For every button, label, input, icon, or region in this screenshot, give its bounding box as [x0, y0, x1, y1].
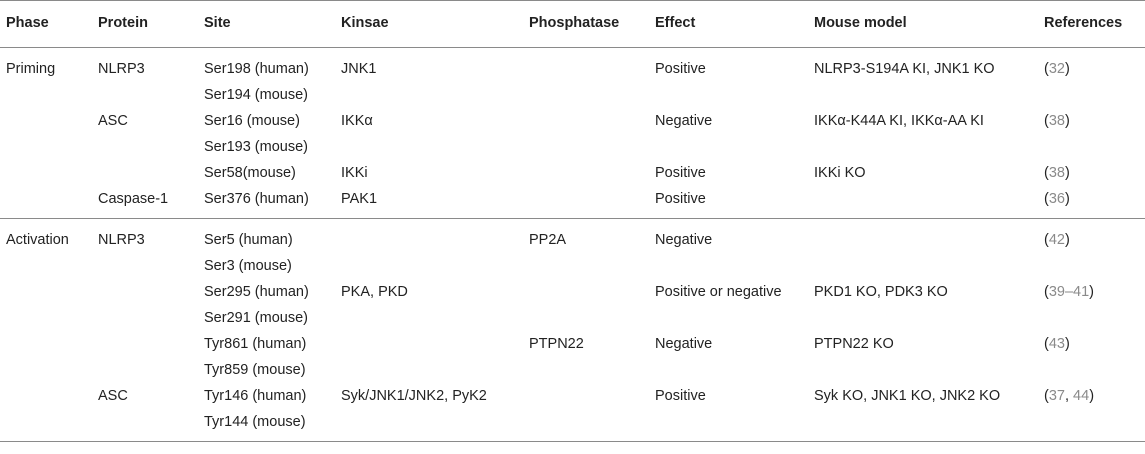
- cell-effect-text: Positive or negative: [655, 284, 782, 300]
- cell-phase-text: Activation: [6, 232, 69, 248]
- cell-effect: [655, 219, 814, 280]
- cell-references: [1044, 108, 1145, 160]
- header-phosphatase: Phosphatase: [529, 0, 655, 48]
- cell-phase-text: Priming: [6, 61, 56, 77]
- cell-phosphatase: [529, 186, 655, 219]
- cell-protein: [98, 160, 204, 186]
- reference-list: (36): [1044, 191, 1070, 207]
- reference-list: (43): [1044, 336, 1070, 352]
- reference-link[interactable]: 44: [1073, 388, 1090, 404]
- cell-phase: [0, 331, 98, 383]
- cell-mouse-model-text: [814, 186, 1044, 212]
- cell-phosphatase: [529, 108, 655, 160]
- reference-list: (32): [1044, 61, 1070, 77]
- cell-site: [204, 279, 341, 331]
- cell-mouse-model-text: IKKi KO: [814, 165, 866, 181]
- cell-protein: [98, 186, 204, 219]
- reference-link[interactable]: 39–41: [1048, 284, 1090, 300]
- cell-references: [1044, 383, 1145, 442]
- table-row: [0, 219, 1145, 280]
- cell-effect: [655, 383, 814, 442]
- cell-site-text: Tyr859 (mouse): [204, 362, 306, 378]
- cell-kinase-text: [341, 331, 529, 357]
- cell-mouse-model: [814, 383, 1044, 442]
- cell-phase-text: [6, 331, 98, 357]
- cell-protein-text: Caspase-1: [98, 191, 169, 207]
- cell-phosphatase-text: PTPN22: [529, 336, 584, 352]
- cell-mouse-model: [814, 219, 1044, 280]
- cell-protein-text: [98, 279, 204, 305]
- cell-kinase: [341, 186, 529, 219]
- cell-phase-text: [6, 279, 98, 305]
- header-mouse-model: Mouse model: [814, 0, 1044, 48]
- table-top-rule: [0, 0, 1145, 1]
- cell-phosphatase-text: [529, 56, 655, 82]
- cell-effect-text: Positive: [655, 165, 706, 181]
- cell-protein-text: [98, 331, 204, 357]
- cell-kinase-text: IKKα: [341, 113, 373, 129]
- header-protein: Protein: [98, 0, 204, 48]
- cell-site: [204, 48, 341, 109]
- cell-kinase: [341, 160, 529, 186]
- cell-mouse-model-text: NLRP3-S194A KI, JNK1 KO: [814, 61, 995, 77]
- cell-site-text: Ser198 (human): [204, 61, 309, 77]
- cell-effect: [655, 186, 814, 219]
- cell-kinase: [341, 331, 529, 383]
- cell-effect: [655, 48, 814, 109]
- cell-phosphatase: [529, 48, 655, 109]
- cell-phosphatase: [529, 383, 655, 442]
- cell-kinase-text: [341, 227, 529, 253]
- cell-protein-text: NLRP3: [98, 232, 145, 248]
- reference-list: (39–41): [1044, 284, 1095, 300]
- cell-kinase-text: PKA, PKD: [341, 284, 408, 300]
- cell-phase: [0, 186, 98, 219]
- cell-site-text: Tyr861 (human): [204, 336, 307, 352]
- cell-mouse-model-text: PTPN22 KO: [814, 336, 894, 352]
- header-phase: Phase: [0, 0, 98, 48]
- cell-effect-text: Positive: [655, 388, 706, 404]
- cell-protein: [98, 383, 204, 442]
- cell-references: [1044, 331, 1145, 383]
- cell-kinase-text: Syk/JNK1/JNK2, PyK2: [341, 388, 487, 404]
- cell-site: [204, 160, 341, 186]
- table-row: [0, 108, 1145, 160]
- cell-references: [1044, 279, 1145, 331]
- cell-phosphatase-text: PP2A: [529, 232, 567, 248]
- cell-site: [204, 331, 341, 383]
- cell-references: [1044, 186, 1145, 219]
- cell-kinase-text: PAK1: [341, 191, 378, 207]
- table-row: [0, 383, 1145, 442]
- cell-phosphatase-text: [529, 186, 655, 212]
- reference-link[interactable]: 37: [1048, 388, 1065, 404]
- header-effect: Effect: [655, 0, 814, 48]
- cell-site: [204, 108, 341, 160]
- table-header: [0, 0, 1145, 48]
- cell-phase: [0, 279, 98, 331]
- cell-site-text: Ser3 (mouse): [204, 258, 292, 274]
- cell-mouse-model-text: PKD1 KO, PDK3 KO: [814, 284, 948, 300]
- header-row: [0, 0, 1145, 48]
- cell-effect-text: Negative: [655, 232, 713, 248]
- table-row: [0, 279, 1145, 331]
- cell-protein: [98, 279, 204, 331]
- reference-list: (42): [1044, 232, 1070, 248]
- reference-link[interactable]: 32: [1048, 61, 1065, 77]
- cell-site-text: Ser193 (mouse): [204, 139, 308, 155]
- cell-protein: [98, 331, 204, 383]
- cell-effect-text: Negative: [655, 336, 713, 352]
- cell-phase: [0, 219, 98, 280]
- cell-protein: [98, 48, 204, 109]
- table-row: [0, 160, 1145, 186]
- cell-site-text: Ser295 (human): [204, 284, 309, 300]
- reference-link[interactable]: 38: [1048, 165, 1065, 181]
- cell-phosphatase: [529, 331, 655, 383]
- cell-phosphatase-text: [529, 383, 655, 409]
- cell-kinase: [341, 279, 529, 331]
- cell-effect: [655, 108, 814, 160]
- cell-phase-text: [6, 108, 98, 134]
- cell-protein-text: [98, 160, 204, 186]
- cell-phase: [0, 48, 98, 109]
- cell-site-text: Tyr144 (mouse): [204, 414, 306, 430]
- reference-list: (37, 44): [1044, 388, 1095, 404]
- cell-phosphatase-text: [529, 279, 655, 305]
- cell-effect-text: Positive: [655, 61, 706, 77]
- cell-protein-text: ASC: [98, 113, 128, 129]
- cell-mouse-model: [814, 108, 1044, 160]
- table-row: [0, 186, 1145, 219]
- cell-mouse-model: [814, 160, 1044, 186]
- cell-effect-text: Positive: [655, 191, 706, 207]
- cell-kinase-text: IKKi: [341, 165, 368, 181]
- cell-references: [1044, 48, 1145, 109]
- cell-site-text: Ser16 (mouse): [204, 113, 300, 129]
- cell-phosphatase-text: [529, 108, 655, 134]
- cell-phase-text: [6, 160, 98, 186]
- header-site: Site: [204, 0, 341, 48]
- cell-kinase-text: JNK1: [341, 61, 377, 77]
- table-body: [0, 48, 1145, 442]
- cell-mouse-model-text: IKKα-K44A KI, IKKα-AA KI: [814, 113, 984, 129]
- cell-phosphatase-text: [529, 160, 655, 186]
- cell-kinase: [341, 108, 529, 160]
- table-row: [0, 48, 1145, 109]
- cell-mouse-model-text: Syk KO, JNK1 KO, JNK2 KO: [814, 388, 1001, 404]
- cell-protein: [98, 108, 204, 160]
- reference-link[interactable]: 42: [1048, 232, 1065, 248]
- cell-phosphatase: [529, 279, 655, 331]
- cell-phase: [0, 383, 98, 442]
- cell-effect-text: Negative: [655, 113, 713, 129]
- header-kinase: Kinsae: [341, 0, 529, 48]
- cell-mouse-model-text: [814, 227, 1044, 253]
- cell-site: [204, 383, 341, 442]
- cell-phase-text: [6, 383, 98, 409]
- cell-effect: [655, 331, 814, 383]
- cell-site-text: Ser291 (mouse): [204, 310, 308, 326]
- cell-protein-text: NLRP3: [98, 61, 145, 77]
- cell-phase: [0, 108, 98, 160]
- cell-mouse-model: [814, 331, 1044, 383]
- cell-phosphatase: [529, 160, 655, 186]
- reference-link[interactable]: 43: [1048, 336, 1065, 352]
- header-references: References: [1044, 0, 1145, 48]
- reference-list: (38): [1044, 113, 1070, 129]
- cell-mouse-model: [814, 186, 1044, 219]
- reference-list: (38): [1044, 165, 1070, 181]
- cell-kinase: [341, 219, 529, 280]
- cell-site-text: Tyr146 (human): [204, 388, 307, 404]
- cell-site: [204, 219, 341, 280]
- reference-link[interactable]: 36: [1048, 191, 1065, 207]
- cell-phase: [0, 160, 98, 186]
- cell-site-text: Ser5 (human): [204, 232, 293, 248]
- reference-link[interactable]: 38: [1048, 113, 1065, 129]
- cell-kinase: [341, 383, 529, 442]
- cell-protein: [98, 219, 204, 280]
- cell-site-text: Ser194 (mouse): [204, 87, 308, 103]
- cell-phosphatase: [529, 219, 655, 280]
- cell-site-text: Ser376 (human): [204, 191, 309, 207]
- table-row: [0, 331, 1145, 383]
- cell-references: [1044, 219, 1145, 280]
- cell-protein-text: ASC: [98, 388, 128, 404]
- cell-effect: [655, 160, 814, 186]
- cell-phase-text: [6, 186, 98, 212]
- cell-references: [1044, 160, 1145, 186]
- cell-kinase: [341, 48, 529, 109]
- cell-effect: [655, 279, 814, 331]
- cell-site: [204, 186, 341, 219]
- cell-mouse-model: [814, 48, 1044, 109]
- cell-mouse-model: [814, 279, 1044, 331]
- cell-site-text: Ser58(mouse): [204, 165, 296, 181]
